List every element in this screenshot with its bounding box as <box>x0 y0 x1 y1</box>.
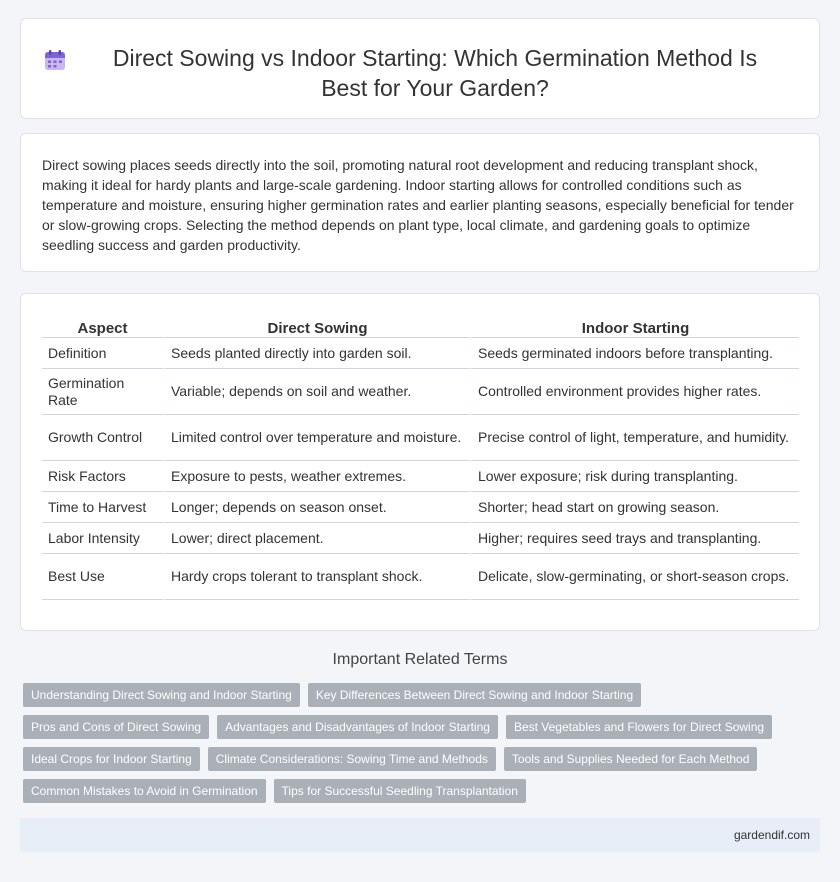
cell-aspect: Labor Intensity <box>42 523 163 554</box>
header-aspect: Aspect <box>42 314 163 338</box>
table-row <box>42 369 799 415</box>
cell-direct: Lower; direct placement. <box>163 523 470 554</box>
related-term-tag[interactable]: Climate Considerations: Sowing Time and Methods <box>208 747 496 771</box>
comparison-table-card <box>20 293 820 631</box>
cell-aspect: Definition <box>42 338 163 369</box>
related-terms-title: Important Related Terms <box>332 651 508 668</box>
table-row <box>42 554 799 600</box>
related-term-tag[interactable]: Ideal Crops for Indoor Starting <box>23 747 200 771</box>
comparison-table <box>42 314 799 600</box>
table-row <box>42 461 799 492</box>
intro-paragraph: Direct sowing places seeds directly into the soil, promoting natural root development and reducing transplant shock, making it ideal for hardy plants and large-scale gardening. Indoor starting allows for controlled conditions such as temperature and moisture, ensuring higher germination rates and earlier planting seasons, especially beneficial for tender or slow-growing crops. Selecting the method depends on plant type, local climate, and gardening goals to optimize seedling success and garden productivity. <box>42 157 794 253</box>
footer-site-link[interactable]: gardendif.com <box>733 828 810 842</box>
cell-indoor: Precise control of light, temperature, and humidity. <box>470 415 799 461</box>
cell-aspect: Time to Harvest <box>42 492 163 523</box>
cell-direct: Seeds planted directly into garden soil. <box>163 338 470 369</box>
cell-direct: Exposure to pests, weather extremes. <box>163 461 470 492</box>
cell-indoor: Lower exposure; risk during transplanting. <box>470 461 799 492</box>
cell-aspect: Growth Control <box>42 415 163 461</box>
cell-direct: Hardy crops tolerant to transplant shock. <box>163 554 470 600</box>
cell-direct: Variable; depends on soil and weather. <box>163 369 470 415</box>
cell-indoor: Shorter; head start on growing season. <box>470 492 799 523</box>
cell-direct: Limited control over temperature and moisture. <box>163 415 470 461</box>
header-card <box>20 18 820 119</box>
cell-indoor: Delicate, slow-germinating, or short-season crops. <box>470 554 799 600</box>
related-term-tag[interactable]: Tips for Successful Seedling Transplantation <box>274 779 526 803</box>
cell-aspect: Best Use <box>42 554 163 600</box>
related-term-tag[interactable]: Pros and Cons of Direct Sowing <box>23 715 209 739</box>
related-term-tag[interactable]: Tools and Supplies Needed for Each Method <box>504 747 758 771</box>
related-term-tag[interactable]: Best Vegetables and Flowers for Direct Sowing <box>506 715 772 739</box>
related-terms-list <box>23 683 813 811</box>
page-title: Direct Sowing vs Indoor Starting: Which Germination Method Is Best for Your Garden? <box>112 45 758 101</box>
related-term-tag[interactable]: Common Mistakes to Avoid in Germination <box>23 779 266 803</box>
related-term-tag[interactable]: Key Differences Between Direct Sowing and Indoor Starting <box>308 683 641 707</box>
table-row <box>42 523 799 554</box>
header-indoor-starting: Indoor Starting <box>470 314 799 338</box>
table-row <box>42 415 799 461</box>
related-term-tag[interactable]: Understanding Direct Sowing and Indoor Starting <box>23 683 300 707</box>
cell-indoor: Seeds germinated indoors before transplanting. <box>470 338 799 369</box>
related-term-tag[interactable]: Advantages and Disadvantages of Indoor Starting <box>217 715 498 739</box>
cell-direct: Longer; depends on season onset. <box>163 492 470 523</box>
cell-indoor: Controlled environment provides higher rates. <box>470 369 799 415</box>
header-direct-sowing: Direct Sowing <box>163 314 470 338</box>
intro-card <box>20 133 820 272</box>
footer <box>20 818 820 852</box>
cell-indoor: Higher; requires seed trays and transplanting. <box>470 523 799 554</box>
table-row <box>42 338 799 369</box>
cell-aspect: Germination Rate <box>42 369 163 415</box>
table-header-row <box>42 314 799 338</box>
table-row <box>42 492 799 523</box>
cell-aspect: Risk Factors <box>42 461 163 492</box>
